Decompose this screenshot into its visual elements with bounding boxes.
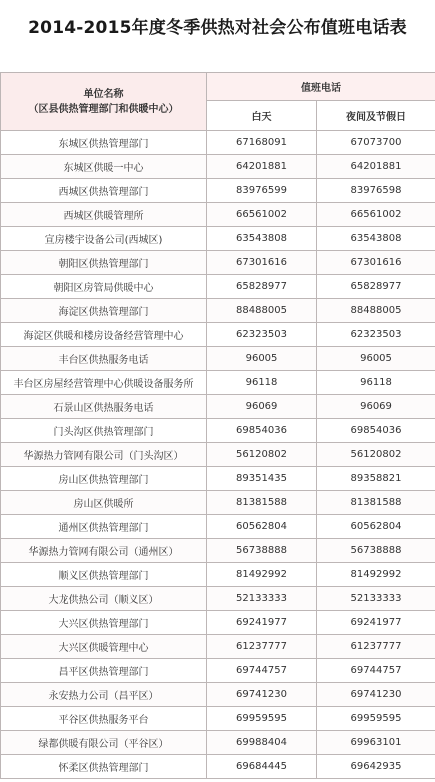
day-phone-cell: 83976599 (207, 179, 317, 203)
night-phone-cell: 96118 (317, 371, 435, 395)
unit-name-cell: 顺义区供热管理部门 (1, 563, 207, 587)
unit-name-header-line1: 单位名称 (83, 88, 124, 100)
night-phone-cell: 69744757 (317, 659, 435, 683)
night-phone-cell: 96005 (317, 347, 435, 371)
table-row (1, 323, 435, 347)
table-row (1, 131, 435, 155)
unit-name-cell: 丰台区供热服务电话 (1, 347, 207, 371)
day-phone-cell: 63543808 (207, 227, 317, 251)
unit-name-cell: 丰台区房屋经营管理中心供暖设备服务所 (1, 371, 207, 395)
unit-name-cell: 绿都供暖有限公司（平谷区） (1, 731, 207, 755)
table-row (1, 611, 435, 635)
table-row (1, 755, 435, 779)
table-row (1, 203, 435, 227)
unit-name-cell: 东城区供热管理部门 (1, 131, 207, 155)
night-phone-cell: 62323503 (317, 323, 435, 347)
day-phone-cell: 56120802 (207, 443, 317, 467)
night-phone-cell: 81492992 (317, 563, 435, 587)
day-phone-cell: 64201881 (207, 155, 317, 179)
table-row (1, 587, 435, 611)
unit-name-cell: 大兴区供暖管理中心 (1, 635, 207, 659)
day-phone-cell: 81381588 (207, 491, 317, 515)
day-phone-cell: 81492992 (207, 563, 317, 587)
unit-name-cell: 东城区供暖一中心 (1, 155, 207, 179)
night-phone-cell: 56120802 (317, 443, 435, 467)
table-row (1, 155, 435, 179)
day-phone-cell: 89351435 (207, 467, 317, 491)
day-phone-cell: 65828977 (207, 275, 317, 299)
night-phone-cell: 63543808 (317, 227, 435, 251)
header-row-top (1, 73, 435, 101)
unit-name-cell: 朝阳区房管局供暖中心 (1, 275, 207, 299)
day-phone-cell: 96069 (207, 395, 317, 419)
day-phone-cell: 96005 (207, 347, 317, 371)
table-row (1, 539, 435, 563)
night-phone-cell: 69741230 (317, 683, 435, 707)
unit-name-cell: 大兴区供热管理部门 (1, 611, 207, 635)
table-row (1, 731, 435, 755)
day-phone-cell: 61237777 (207, 635, 317, 659)
night-phone-cell: 66561002 (317, 203, 435, 227)
title-spacer (0, 56, 435, 72)
table-row (1, 251, 435, 275)
table-row (1, 659, 435, 683)
day-phone-cell: 69744757 (207, 659, 317, 683)
day-phone-cell: 60562804 (207, 515, 317, 539)
unit-name-cell: 房山区供暖所 (1, 491, 207, 515)
night-phone-cell: 69241977 (317, 611, 435, 635)
night-phone-cell: 89358821 (317, 467, 435, 491)
unit-name-cell: 永安热力公司（昌平区） (1, 683, 207, 707)
night-phone-cell: 88488005 (317, 299, 435, 323)
day-phone-cell: 69854036 (207, 419, 317, 443)
night-phone-cell: 67073700 (317, 131, 435, 155)
day-header: 白天 (207, 101, 317, 131)
unit-name-cell: 门头沟区供热管理部门 (1, 419, 207, 443)
unit-name-cell: 房山区供热管理部门 (1, 467, 207, 491)
unit-name-cell: 华源热力管网有限公司（通州区） (1, 539, 207, 563)
phone-group-header: 值班电话 (207, 73, 435, 101)
unit-name-header-line2: （区县供热管理部门和供暖中心） (28, 103, 179, 115)
table-body (1, 131, 435, 779)
night-phone-cell: 69963101 (317, 731, 435, 755)
unit-name-cell: 宣房楼宇设备公司(西城区) (1, 227, 207, 251)
unit-name-cell: 西城区供暖管理所 (1, 203, 207, 227)
night-phone-cell: 69959595 (317, 707, 435, 731)
phone-table-wrapper (0, 72, 435, 779)
table-row (1, 683, 435, 707)
day-phone-cell: 56738888 (207, 539, 317, 563)
table-row (1, 635, 435, 659)
unit-name-cell: 华源热力管网有限公司（门头沟区） (1, 443, 207, 467)
unit-name-cell: 平谷区供热服务平台 (1, 707, 207, 731)
night-header: 夜间及节假日 (317, 101, 435, 131)
table-row (1, 419, 435, 443)
day-phone-cell: 62323503 (207, 323, 317, 347)
night-phone-cell: 96069 (317, 395, 435, 419)
table-row (1, 179, 435, 203)
unit-name-cell: 大龙供热公司（顺义区） (1, 587, 207, 611)
unit-name-cell: 西城区供热管理部门 (1, 179, 207, 203)
table-row (1, 275, 435, 299)
table-row (1, 347, 435, 371)
table-row (1, 515, 435, 539)
table-row (1, 227, 435, 251)
unit-name-cell: 海淀区供暖和楼房设备经营管理中心 (1, 323, 207, 347)
night-phone-cell: 60562804 (317, 515, 435, 539)
day-phone-cell: 67168091 (207, 131, 317, 155)
night-phone-cell: 69642935 (317, 755, 435, 779)
unit-name-cell: 怀柔区供热管理部门 (1, 755, 207, 779)
night-phone-cell: 52133333 (317, 587, 435, 611)
unit-name-cell: 海淀区供热管理部门 (1, 299, 207, 323)
night-phone-cell: 64201881 (317, 155, 435, 179)
day-phone-cell: 69741230 (207, 683, 317, 707)
night-phone-cell: 65828977 (317, 275, 435, 299)
night-phone-cell: 69854036 (317, 419, 435, 443)
day-phone-cell: 69959595 (207, 707, 317, 731)
unit-name-cell: 石景山区供热服务电话 (1, 395, 207, 419)
day-phone-cell: 69241977 (207, 611, 317, 635)
table-row (1, 299, 435, 323)
unit-name-cell: 通州区供热管理部门 (1, 515, 207, 539)
night-phone-cell: 81381588 (317, 491, 435, 515)
day-phone-cell: 67301616 (207, 251, 317, 275)
table-row (1, 371, 435, 395)
table-row (1, 563, 435, 587)
day-phone-cell: 69988404 (207, 731, 317, 755)
night-phone-cell: 56738888 (317, 539, 435, 563)
table-row (1, 707, 435, 731)
duty-phone-table (0, 72, 435, 779)
table-row (1, 467, 435, 491)
page-title: 2014-2015年度冬季供热对社会公布值班电话表 (28, 18, 407, 38)
unit-name-cell: 朝阳区供热管理部门 (1, 251, 207, 275)
day-phone-cell: 88488005 (207, 299, 317, 323)
night-phone-cell: 83976598 (317, 179, 435, 203)
night-phone-cell: 61237777 (317, 635, 435, 659)
table-row (1, 395, 435, 419)
table-row (1, 443, 435, 467)
table-row (1, 491, 435, 515)
day-phone-cell: 96118 (207, 371, 317, 395)
day-phone-cell: 66561002 (207, 203, 317, 227)
day-phone-cell: 69684445 (207, 755, 317, 779)
night-phone-cell: 67301616 (317, 251, 435, 275)
unit-name-header (1, 73, 207, 131)
day-phone-cell: 52133333 (207, 587, 317, 611)
unit-name-cell: 昌平区供热管理部门 (1, 659, 207, 683)
